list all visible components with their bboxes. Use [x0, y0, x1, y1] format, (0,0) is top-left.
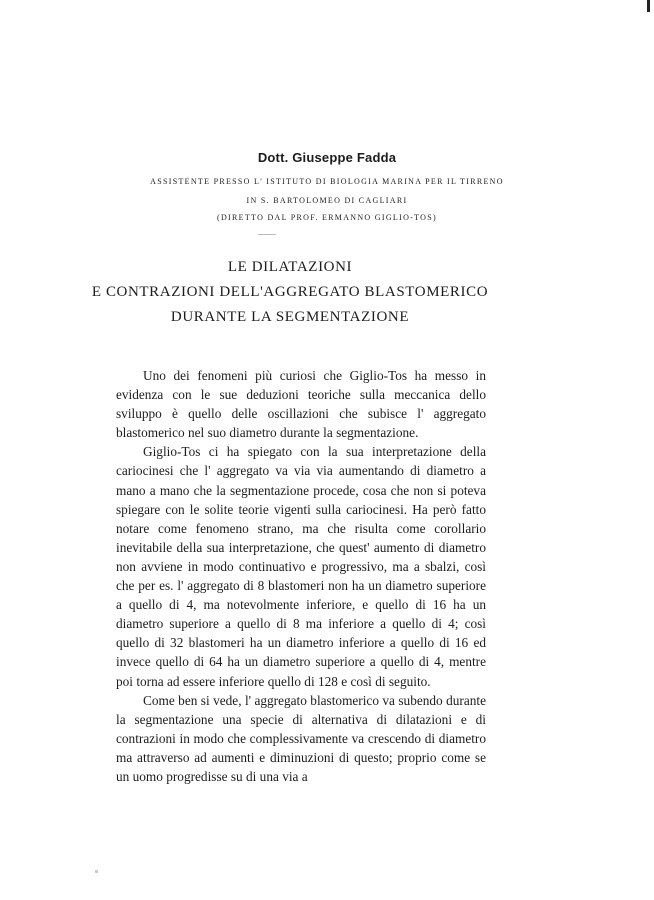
margin-speck	[95, 870, 98, 873]
affiliation-line-3: (DIRETTO DAL PROF. ERMANNO GIGLIO-TOS)	[217, 213, 437, 222]
paragraph-2: Giglio-Tos ci ha spiegato con la sua interpretazione della cariocinesi che l' aggregato va via via aumentando di diametro a mano a mano che la segmentazione procede, cosa che non si poteva spiegare con le solite teorie vigenti sulla cariocinesi. Ha però fatto notare come fenomeno strano, ma che risulta come corollario inevitabile della sua interpretazione, che quest' aumento di diametro non avviene in modo continuativo e progressivo, ma a sbalzi, così che per es. l' aggregato di 8 blastomeri non ha un diametro superiore a quello di 4, ma notevolmente inferiore, e quello di 16 ha un diametro superiore a quello di 8 ma inferiore a quello di 4; così quello di 32 blastomeri ha un diametro inferiore a quello di 16 ed invece quello di 64 ha un diametro superiore a quello di 4, mentre poi torna ad essere inferiore quello di 128 e così di seguito.	[116, 444, 486, 689]
title-line-1: LE DILATAZIONI	[227, 259, 353, 275]
separator-rule	[258, 234, 276, 235]
author-name: Dott. Giuseppe Fadda	[257, 150, 397, 165]
affiliation-line-1: ASSISTENTE PRESSO L' ISTITUTO DI BIOLOGIA MARINA PER IL TIRRENO	[150, 177, 504, 186]
affiliation-line-2: IN S. BARTOLOMEO DI CAGLIARI	[246, 196, 408, 205]
article-body	[116, 366, 486, 786]
paragraph-1: Uno dei fenomeni più curiosi che Giglio-Tos ha messo in evidenza con le sue deduzioni teoriche sulla meccanica dello sviluppo è quello delle oscillazioni che subisce l' aggregato blastomerico nel suo diametro durante la segmentazione.	[116, 368, 486, 441]
title-line-3: DURANTE LA SEGMENTAZIONE	[170, 309, 410, 325]
page-edge-mark	[647, 0, 650, 12]
title-line-2: E CONTRAZIONI DELL'AGGREGATO BLASTOMERICO	[91, 284, 489, 300]
paragraph-3: Come ben si vede, l' aggregato blastomerico va subendo durante la segmentazione una specie di alternativa di dilatazioni e di contrazioni in modo che complessivamente va crescendo di diametro ma attraverso ad aumenti e diminuzioni di questo; proprio come se un uomo progredisse su di una via a	[116, 692, 486, 784]
